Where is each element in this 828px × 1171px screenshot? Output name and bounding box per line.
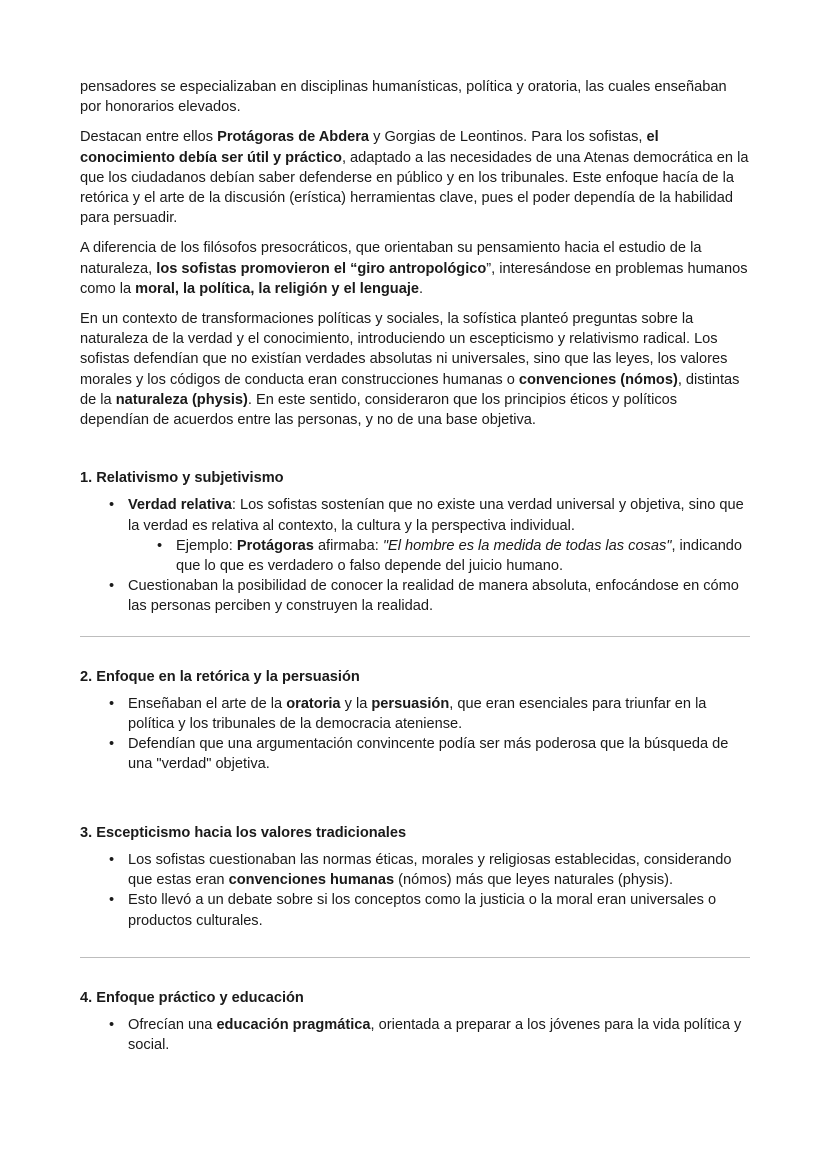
bold-text: Protágoras xyxy=(236,537,314,554)
section-retorica xyxy=(80,667,750,775)
quote-text: "El hombre es la medida de todas las cosas" xyxy=(382,537,672,554)
paragraph-intro-2 xyxy=(80,127,750,228)
text-run: y la xyxy=(340,695,372,712)
paragraph-intro-3 xyxy=(80,238,750,299)
text-run: y Gorgias de Leontinos. Para los sofistas, xyxy=(369,129,647,146)
text-run: , adaptado a las necesidades de una Atenas democrática en la que los ciudadanos debían saber defenderse en público y en los tribunales. Este enfoque hacía de la retórica y el arte de la discusión (erística) herramientas clave, pues el poder dependía de la habilidad para persuadir. xyxy=(80,149,749,227)
text-run: En un contexto de transformaciones políticas y sociales, la sofística planteó preguntas sobre la naturaleza de la verdad y el conocimiento, introduciendo un escepticismo y relativismo radical. Los sofistas defendían que no existían verdades absolutas ni universales, sino que las leyes, los valores morales y los códigos de conducta eran construcciones humanas o xyxy=(80,311,728,388)
bold-text: persuasión xyxy=(371,695,450,712)
sub-bullet-list xyxy=(80,536,750,576)
text-run: Ejemplo: xyxy=(176,537,237,554)
section-heading: 4. Enfoque práctico y educación xyxy=(80,989,304,1006)
text-run: Destacan entre ellos xyxy=(80,129,218,146)
list-item: • Esto llevó a un debate sobre si los conceptos como la justicia o la moral eran universales o productos culturales. xyxy=(80,890,750,930)
list-item: • Defendían que una argumentación convincente podía ser más poderosa que la búsqueda de una "verdad" objetiva. xyxy=(80,734,750,774)
text-run: ”, interesándose en problemas humanos como la xyxy=(80,260,748,297)
text-run: , que eran esenciales para triunfar en la política y los tribunales de la democracia ateniense. xyxy=(128,695,707,733)
list-item xyxy=(80,495,750,535)
bold-text: los sofistas promovieron el “giro antropológico xyxy=(156,260,487,277)
bullet-list xyxy=(80,495,750,535)
bold-text: convenciones humanas xyxy=(228,872,395,889)
bold-text: moral, la política, la religión y el lenguaje xyxy=(135,280,420,297)
text-run: Ofrecían una xyxy=(128,1016,217,1033)
text-run: : Los sofistas sostenían que no existe una verdad universal y objetiva, sino que la verdad es relativa al contexto, la cultura y la perspectiva individual. xyxy=(128,497,744,534)
bold-text: naturaleza (physis) xyxy=(115,391,248,408)
section-escepticismo xyxy=(80,823,750,931)
bold-text: oratoria xyxy=(286,695,341,712)
bold-text: educación pragmática xyxy=(216,1016,371,1033)
text-run: , orientada a preparar a los jóvenes para la vida política y social. xyxy=(128,1016,742,1054)
text-run: (nómos) más que leyes naturales (physis). xyxy=(394,872,674,889)
text-run: , distintas de la xyxy=(80,371,740,408)
bold-text: Protágoras de Abdera xyxy=(217,129,370,146)
document-page xyxy=(80,77,750,1055)
list-item: • Cuestionaban la posibilidad de conocer la realidad de manera absoluta, enfocándose en cómo las personas perciben y construyen la realidad. xyxy=(80,576,750,616)
section-divider xyxy=(80,636,750,637)
text-run: afirmaba: xyxy=(313,537,383,554)
bold-text: convenciones (nómos) xyxy=(518,371,678,388)
text-run: , indicando que lo que es verdadero o falso depende del juicio humano. xyxy=(176,537,743,575)
list-item xyxy=(80,536,750,576)
section-heading: 3. Escepticismo hacia los valores tradicionales xyxy=(80,824,407,841)
list-item xyxy=(80,694,750,734)
bullet-list xyxy=(80,694,750,775)
section-heading: 1. Relativismo y subjetivismo xyxy=(80,470,284,487)
text-run: A diferencia de los filósofos presocráticos, que orientaban su pensamiento hacia el estudio de la naturaleza, xyxy=(80,240,702,277)
text-run: . xyxy=(419,280,424,297)
bold-text: Verdad relativa xyxy=(128,497,232,514)
paragraph-intro-4 xyxy=(80,309,750,430)
text-run: Enseñaban el arte de la xyxy=(128,695,287,712)
section-relativismo xyxy=(80,468,750,616)
list-item xyxy=(80,850,750,890)
bullet-list xyxy=(80,850,750,931)
bullet-list xyxy=(80,1015,750,1055)
bold-text: el conocimiento debía ser útil y práctico xyxy=(80,129,659,166)
section-divider xyxy=(80,957,750,958)
paragraph-intro-1: pensadores se especializaban en disciplinas humanísticas, política y oratoria, las cuales enseñaban por honorarios elevados. xyxy=(80,79,727,116)
text-run: . En este sentido, consideraron que los principios éticos y políticos dependían de acuerdos entre las personas, y no de una base objetiva. xyxy=(80,391,678,429)
list-item xyxy=(80,1015,750,1055)
section-heading: 2. Enfoque en la retórica y la persuasión xyxy=(80,668,360,685)
section-enfoque-practico xyxy=(80,988,750,1056)
text-run: Los sofistas cuestionaban las normas éticas, morales y religiosas establecidas, considerando que estas eran xyxy=(128,851,732,889)
bullet-list xyxy=(80,576,750,616)
